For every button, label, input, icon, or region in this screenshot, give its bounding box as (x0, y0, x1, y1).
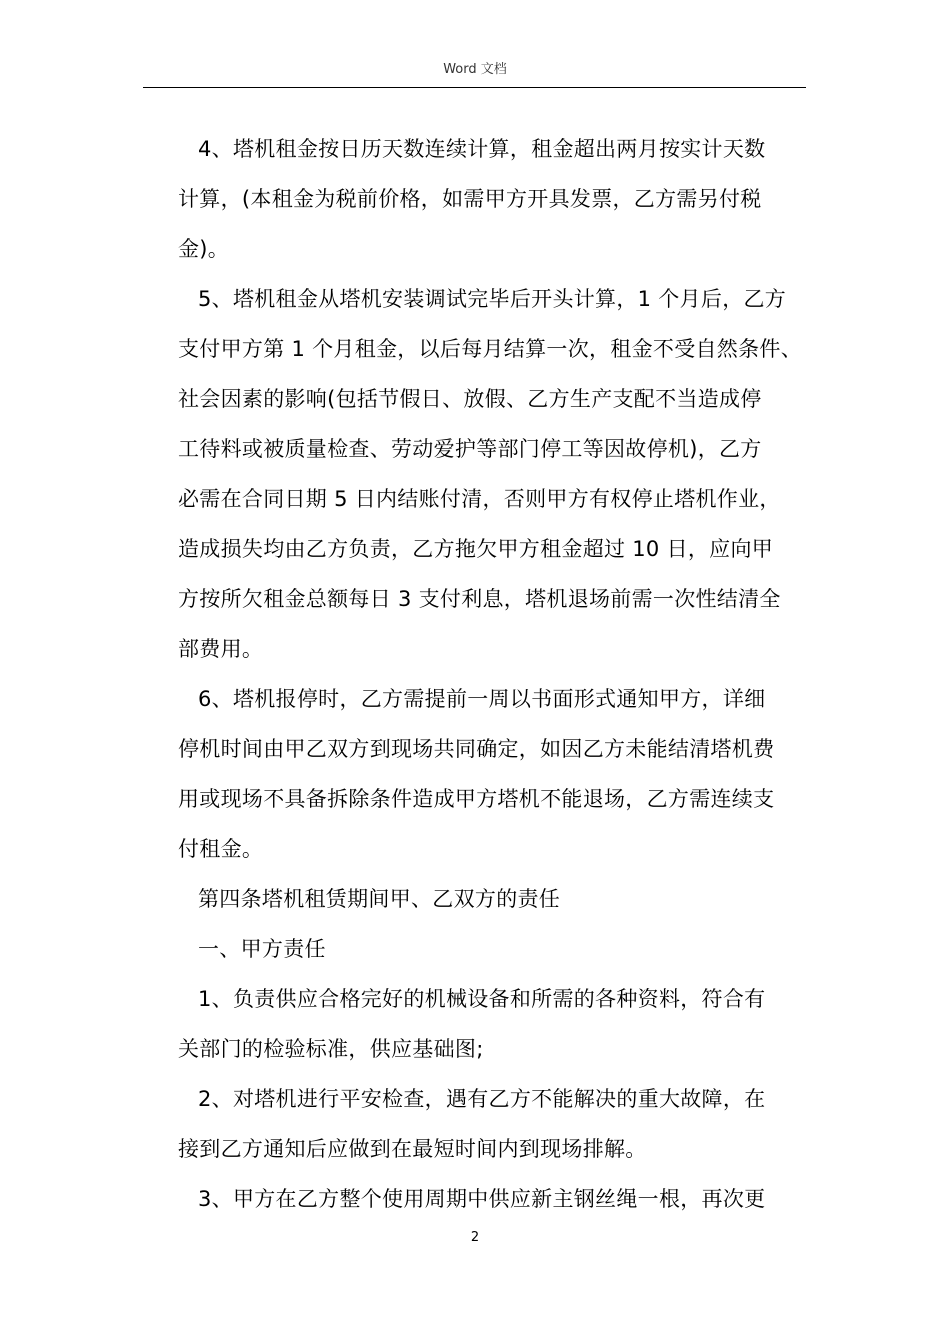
text-line: 接到乙方通知后应做到在最短时间内到现场排解。 (178, 1137, 647, 1161)
subsection-heading: 一、甲方责任 (198, 937, 326, 961)
text-line: 3、甲方在乙方整个使用周期中供应新主钢丝绳一根，再次更 (198, 1187, 766, 1211)
section-heading: 第四条塔机租赁期间甲、乙双方的责任 (198, 887, 561, 911)
text-line: 金)。 (178, 237, 230, 261)
text-line: 方按所欠租金总额每日 3 支付利息，塔机退场前需一次性结清全 (178, 587, 781, 611)
text-line: 4、塔机租金按日历天数连续计算，租金超出两月按实计天数 (198, 137, 766, 161)
text-line: 计算，(本租金为税前价格，如需甲方开具发票，乙方需另付税 (178, 187, 762, 211)
text-line: 停机时间由甲乙双方到现场共同确定，如因乙方未能结清塔机费 (178, 737, 775, 761)
text-line: 5、塔机租金从塔机安装调试完毕后开头计算，1 个月后，乙方 (198, 287, 787, 311)
text-line: 必需在合同日期 5 日内结账付清，否则甲方有权停止塔机作业， (178, 487, 781, 511)
text-line: 6、塔机报停时，乙方需提前一周以书面形式通知甲方，详细 (198, 687, 766, 711)
text-line: 造成损失均由乙方负责，乙方拖欠甲方租金超过 10 日，应向甲 (178, 537, 774, 561)
text-line: 2、对塔机进行平安检查，遇有乙方不能解决的重大故障，在 (198, 1087, 766, 1111)
text-line: 用或现场不具备拆除条件造成甲方塔机不能退场，乙方需连续支 (178, 787, 775, 811)
document-body (178, 124, 818, 1224)
header-rule (143, 87, 806, 88)
page-number: 2 (470, 1230, 480, 1245)
text-line: 社会因素的影响(包括节假日、放假、乙方生产支配不当造成停 (178, 387, 762, 411)
text-line: 支付甲方第 1 个月租金，以后每月结算一次，租金不受自然条件、 (178, 337, 803, 361)
text-line: 部费用。 (178, 637, 264, 661)
text-line: 工待料或被质量检查、劳动爱护等部门停工等因故停机)，乙方 (178, 437, 762, 461)
text-line: 1、负责供应合格完好的机械设备和所需的各种资料，符合有 (198, 987, 766, 1011)
text-line: 关部门的检验标准，供应基础图; (178, 1037, 484, 1061)
text-line: 付租金。 (178, 837, 264, 861)
page-header: Word 文档 (443, 62, 507, 77)
